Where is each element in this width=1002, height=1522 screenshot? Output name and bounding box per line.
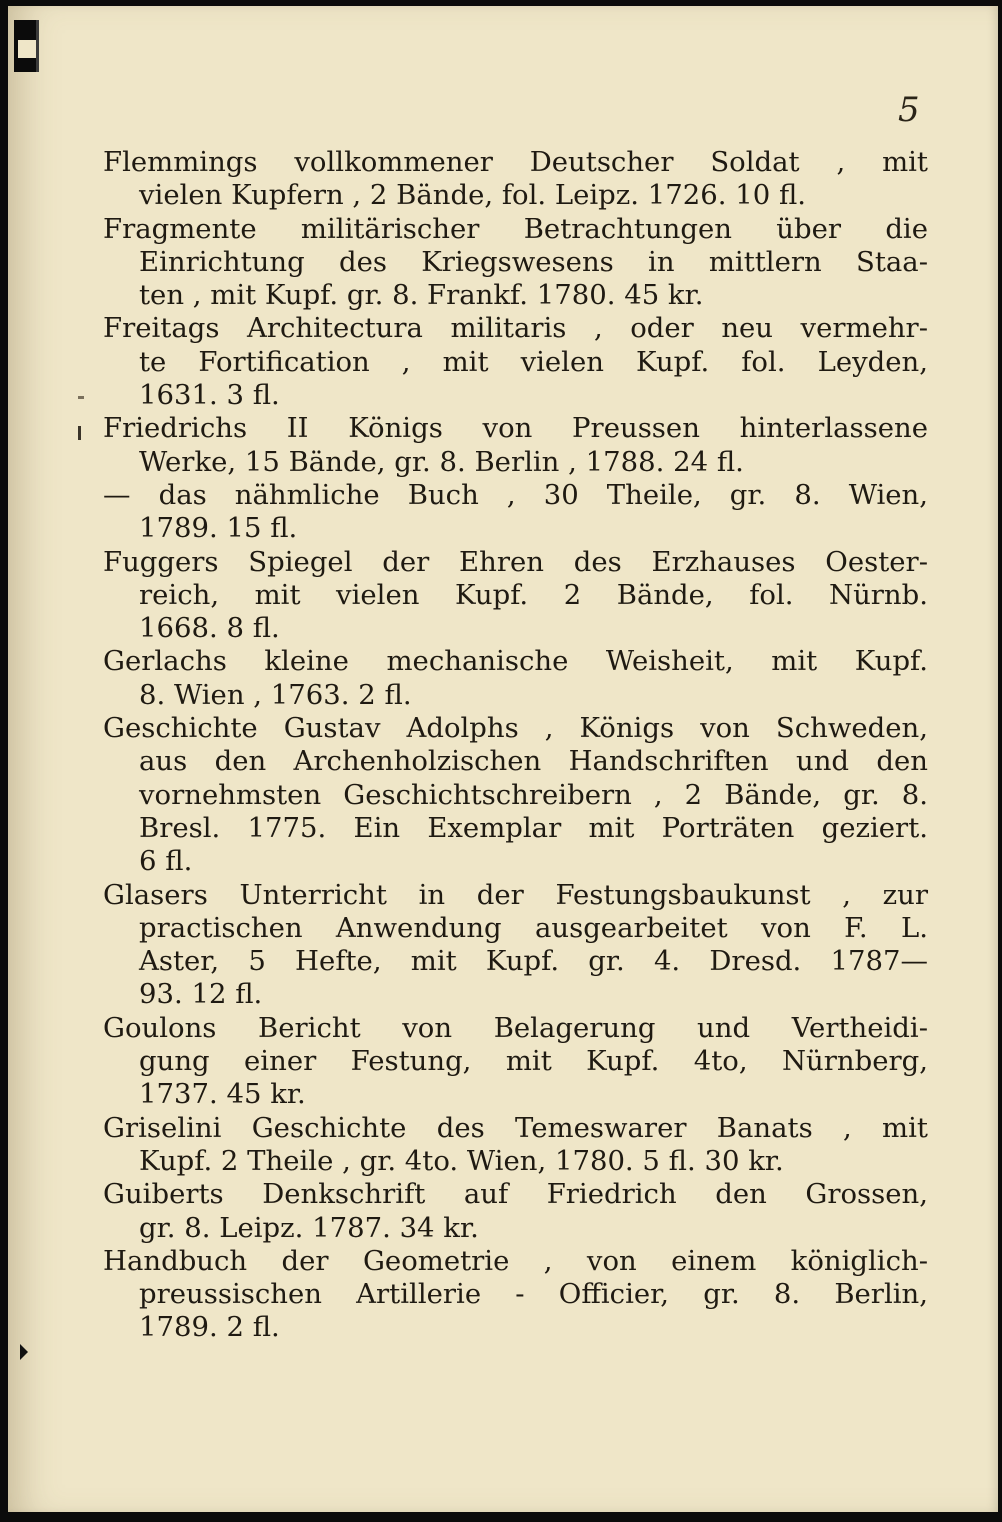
- entry-line: 93. 12 fl.: [139, 978, 263, 1011]
- entry-line: Fragmente militärischer Betrachtungen über die: [103, 212, 928, 245]
- entry-line: Fuggers Spiegel der Ehren des Erzhauses Oester-: [103, 545, 928, 578]
- entry-line: reich, mit vielen Kupf. 2 Bände, fol. Nürnb.: [139, 578, 928, 611]
- entry-line: Griselini Geschichte des Temeswarer Banats , mit: [103, 1111, 928, 1144]
- binding-notch: [18, 40, 36, 58]
- margin-arrow-mark: [20, 1344, 28, 1360]
- catalog-entry: [103, 312, 928, 412]
- entry-line: vornehmsten Geschichtschreibern , 2 Bände, gr. 8.: [139, 778, 928, 811]
- entry-line: 6 fl.: [139, 845, 193, 878]
- catalog-entries: [103, 146, 928, 1345]
- entry-line: 1668. 8 fl.: [139, 612, 280, 645]
- entry-line: Aster, 5 Hefte, mit Kupf. gr. 4. Dresd. 1787—: [139, 945, 928, 978]
- catalog-entry: [103, 712, 928, 878]
- entry-line: preussischen Artillerie - Officier, gr. 8. Berlin,: [139, 1278, 928, 1311]
- page-number: 5: [898, 90, 920, 130]
- entry-line: Gerlachs kleine mechanische Weisheit, mit Kupf.: [103, 645, 928, 678]
- entry-line: Guiberts Denkschrift auf Friedrich den Grossen,: [103, 1178, 928, 1211]
- entry-line: 1737. 45 kr.: [139, 1078, 306, 1111]
- entry-line: Goulons Bericht von Belagerung und Vertheidi-: [103, 1011, 928, 1044]
- margin-speck: [78, 396, 84, 399]
- entry-line: 1789. 15 fl.: [139, 512, 298, 545]
- catalog-entry: [103, 146, 928, 213]
- catalog-entry: [103, 1245, 928, 1345]
- entry-line: Handbuch der Geometrie , von einem königlich-: [103, 1244, 928, 1277]
- entry-line: Werke, 15 Bände, gr. 8. Berlin , 1788. 24 fl.: [139, 445, 744, 478]
- entry-line: gr. 8. Leipz. 1787. 34 kr.: [139, 1211, 479, 1244]
- entry-line: Friedrichs II Königs von Preussen hinterlassene: [103, 412, 928, 445]
- entry-line: gung einer Festung, mit Kupf. 4to, Nürnberg,: [139, 1045, 928, 1078]
- margin-tick: [78, 426, 81, 440]
- entry-line: Einrichtung des Kriegswesens in mittlern Staa-: [139, 245, 928, 278]
- catalog-entry: [103, 412, 928, 479]
- entry-line: Freitags Architectura militaris , oder neu vermehr-: [103, 312, 928, 345]
- catalog-entry: [103, 1012, 928, 1112]
- entry-line: vielen Kupfern , 2 Bände, fol. Leipz. 1726. 10 fl.: [139, 179, 807, 212]
- catalog-entry: [103, 645, 928, 712]
- book-page: [8, 6, 998, 1512]
- entry-line: Bresl. 1775. Ein Exemplar mit Porträten geziert.: [139, 811, 928, 844]
- entry-line: practischen Anwendung ausgearbeitet von F. L.: [139, 911, 928, 944]
- catalog-entry: [103, 213, 928, 313]
- catalog-entry: [103, 1112, 928, 1179]
- binding-edge-mark: [14, 20, 39, 72]
- entry-line: — das nähmliche Buch , 30 Theile, gr. 8. Wien,: [103, 478, 928, 511]
- catalog-entry: [103, 1178, 928, 1245]
- entry-line: Flemmings vollkommener Deutscher Soldat , mit: [103, 146, 928, 178]
- catalog-entry: [103, 546, 928, 646]
- entry-line: te Fortification , mit vielen Kupf. fol. Leyden,: [139, 345, 928, 378]
- entry-line: Kupf. 2 Theile , gr. 4to. Wien, 1780. 5 fl. 30 kr.: [139, 1144, 784, 1177]
- catalog-entry: [103, 479, 928, 546]
- entry-line: 1631. 3 fl.: [139, 379, 280, 412]
- entry-line: 1789. 2 fl.: [139, 1311, 280, 1344]
- entry-line: ten , mit Kupf. gr. 8. Frankf. 1780. 45 kr.: [139, 279, 704, 312]
- entry-line: Geschichte Gustav Adolphs , Königs von Schweden,: [103, 712, 928, 745]
- entry-line: Glasers Unterricht in der Festungsbaukunst , zur: [103, 878, 928, 911]
- entry-line: aus den Archenholzischen Handschriften und den: [139, 745, 928, 778]
- entry-line: 8. Wien , 1763. 2 fl.: [139, 678, 412, 711]
- catalog-entry: [103, 879, 928, 1012]
